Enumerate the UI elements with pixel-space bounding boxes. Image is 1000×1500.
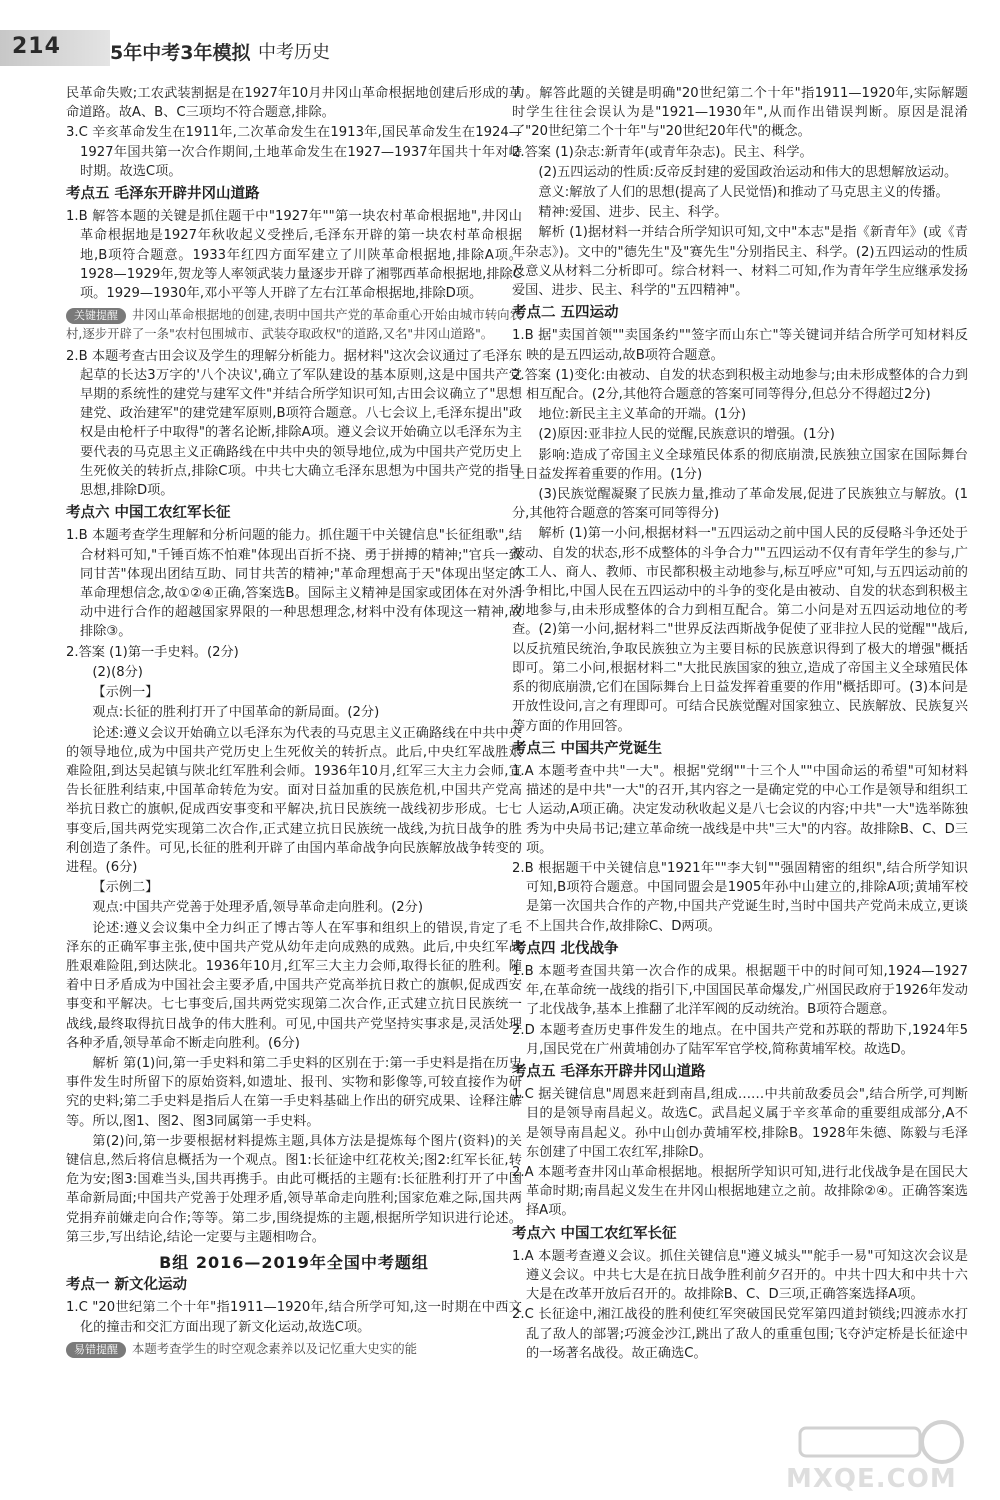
answer-item: 1.C "20世纪第二个十年"指1911—1920年,结合所学可知,这一时期在中西文化的撞击和交汇方面出现了新文化运动,故选C项。: [66, 1300, 522, 1335]
answer-paragraph: 解析 (1)据材料一并结合所学知识可知,文中"本志"是指《新青年》(或《青年杂志》)。文中的"德先生"及"赛先生"分别指民主、科学。(2)五四运动的性质及意义从材料二分析即可。综合材料一、材料二可知,作为青年学生应继承发扬爱国、进步、民主、科学的"五四精神"。: [512, 225, 968, 299]
answer-item: 1.C 据关键信息"周恩来赶到南昌,组成……中共前敌委员会",结合所学,可判断目的是领导南昌起义。故选C。武昌起义属于辛亥革命的重要组成部分,A不是领导南昌起义。孙中山创办黄埔军校,排除B。1928年朱德、陈毅与毛泽东创建了中国工农红军,排除D。: [512, 1087, 968, 1160]
tip-text: 井冈山革命根据地的创建,表明中国共产党的革命重心开始由城市转向农村,逐步开辟了一条"农村包围城市、武装夺取政权"的道路,又名"井冈山道路"。: [66, 307, 522, 342]
answer-paragraph: 观点:长征的胜利打开了中国革命的新局面。(2分): [92, 705, 380, 721]
section-heading: 考点六 中国工农红军长征: [512, 1225, 677, 1242]
tip-box: [66, 1339, 522, 1358]
answer-item: 2.答案 (1)变化:由被动、自发的状态到积极主动地参与;由未形成整体的合力到相互配合。(2分,其他符合题意的答案可同等得分,但总分不得超过2分): [512, 367, 968, 403]
answer-paragraph: 精神:爱国、进步、民主、科学。: [538, 205, 728, 221]
tip-text: 本题考查学生的时空观念素养以及记忆重大史实的能: [132, 1340, 417, 1356]
text-paragraph: 民革命失败;工农武装割据是在1927年10月井冈山革命根据地创建后形成的革命道路。故A、B、C三项均不符合题意,排除。: [66, 86, 522, 121]
tip-box: [66, 305, 522, 343]
section-heading: 考点六 中国工农红军长征: [66, 505, 231, 522]
answer-paragraph: 第(2)问,第一步要根据材料提炼主题,具体方法是提炼每个图片(资料)的关键信息,然后将信息概括为一个观点。图1:长征途中红花枚关;图2:红军长征,转危为安;图3:国难当头,国共再携手。由此可概括的主题有:长征胜利打开了中国革命新局面;中国共产党善于处理矛盾,领导革命走向胜利;国家危难之际,国共两党捐弃前嫌走向合作;等等。第二步,围绕提炼的主题,根据所学知识进行论述。第三步,写出结论,结论一定要与主题相吻合。: [66, 1133, 522, 1245]
page-header: [0, 0, 1000, 78]
page-number: 214: [12, 34, 61, 59]
right-column: [512, 84, 968, 1494]
tip-badge: 关键提醒: [66, 308, 126, 324]
answer-item: 2.答案 (1)第一手史料。(2分): [66, 644, 239, 660]
answer-item: 1.A 本题考查遵义会议。抓住关键信息"遵义城头""舵手一易"可知这次会议是遵义会议。中共七大是在抗日战争胜利前夕召开的。中共十四大和中共十六大是在改革开放后召开的。故排除B、C、D三项,正确答案选择A项。: [512, 1248, 968, 1303]
answer-item: 1.B 本题考查学生理解和分析问题的能力。抓住题干中关键信息"长征组歌",结合材料可知,"千锤百炼不怕难"体现出百折不挠、勇于拼搏的精神;"官兵一致同甘苦"体现出团结互助、同甘共苦的精神;"革命理想高于天"体现出坚定的革命理想信念,故①②④正确,答案选B。国际主义精神是国家或团体在对外活动中进行合作的超越国家界限的一种思想理念,材料中没有体现这一精神,故排除③。: [66, 528, 522, 640]
text-paragraph: 力。解答此题的关键是明确"20世纪第二个十年"指1911—1920年,实际解题时学生往往会误认为是"1921—1930年",从而作出错误判断。原因是混淆了"20世纪第二个十年"与"20世纪20年代"的概念。: [512, 86, 968, 140]
tip-badge: 易错提醒: [66, 1342, 126, 1358]
section-heading: 考点三 中国共产党诞生: [512, 740, 663, 757]
book-title: 5年中考3年模拟: [110, 42, 251, 64]
watermark-url: MXQE.COM: [786, 1464, 957, 1494]
group-heading: B组 2016—2019年全国中考题组: [159, 1252, 429, 1272]
answer-item: 2.B 根据题干中关键信息"1921年""李大钊""强固精密的组织",结合所学知识可知,B项符合题意。中国同盟会是1905年孙中山建立的,排除A项;黄埔军校是第一次国共合作的产物,中国共产党诞生时,当时中国共产党尚未成立,更谈不上国共合作,故排除C、D两项。: [512, 860, 968, 934]
answer-paragraph: 论述:遵义会议集中全力纠正了博古等人在军事和组织上的错误,肯定了毛泽东的正确军事主张,使中国共产党从幼年走向成熟的成熟。此后,中央红军战胜艰难险阻,到达陕北。1936年10月,红军三大主力会师,取得长征的胜利。随着中日矛盾成为中国社会主要矛盾,中国共产党高举抗日救亡的旗帜,促成西安事变和平解决。七七事变后,国共两党实现第二次合作,正式建立抗日民族统一战线,最终取得抗日战争的伟大胜利。可见,中国共产党坚持实事求是,灵活处理各种矛盾,领导革命不断走向胜利。(6分): [66, 920, 522, 1051]
section-heading: 考点二 五四运动: [512, 305, 619, 322]
answer-paragraph: 意义:解放了人们的思想(提高了人民觉悟)和推动了马克思主义的传播。: [538, 185, 949, 201]
section-heading: 考点五 毛泽东开辟井冈山道路: [512, 1063, 706, 1080]
answer-paragraph: (2)原因:亚非拉人民的觉醒,民族意识的增强。(1分): [538, 427, 835, 443]
answer-item: 2.A 本题考查井冈山革命根据地。根据所学知识可知,进行北伐战争是在国民大革命时期;南昌起义发生在井冈山根据地建立之前。故排除②④。正确答案选择A项。: [512, 1164, 968, 1219]
left-column: [66, 84, 522, 1494]
answer-item: 3.C 辛亥革命发生在1911年,二次革命发生在1913年,国民革命发生在1924—1927年国共第一次合作期间,土地革命发生在1927—1937年国共十年对峙时期。故选C项。: [66, 125, 522, 179]
section-heading: 考点一 新文化运动: [66, 1277, 188, 1294]
watermark-logo-icon: [780, 1418, 980, 1464]
answer-paragraph: 解析 第(1)问,第一手史料和第二手史料的区别在于:第一手史料是指在历史事件发生时所留下的原始资料,如遗址、报刊、实物和影像等,可较直接作为研究的史料;第二手史料是指后人在第一手史料基础上作出的研究成果、诠释注解等。所以,图1、图2、图3同属第一手史料。: [66, 1055, 522, 1129]
answer-item: 2.D 本题考查历史事件发生的地点。在中国共产党和苏联的帮助下,1924年5月,国民党在广州黄埔创办了陆军军官学校,简称黄埔军校。故选D。: [512, 1022, 968, 1057]
answer-item: 2.B 本题考查古田会议及学生的理解分析能力。据材料"这次会议通过了毛泽东起草的长达3万字的'八个决议',确立了军队建设的基本原则,这是中国共产党早期的系统性的建党与建军文件"并结合所学知识可知,古田会议确立了"思想建党、政治建军"的建党建军原则,B项符合题意。八七会议上,毛泽东提出"政权是由枪杆子中取得"的著名论断,排除A项。遵义会议开始确立以毛泽东为主要代表的马克思主义正确路线在中共中央的领导地位,成为中国共产党历史上生死攸关的转折点,排除C项。中共七大确立毛泽东思想为中国共产党的指导思想,排除D项。: [66, 348, 522, 499]
answer-paragraph: 地位:新民主主义革命的开端。(1分): [538, 407, 747, 423]
answer-paragraph: (3)民族觉醒凝聚了民族力量,推动了革命发展,促进了民族独立与解放。(1分,其他符合题意的答案可同等得分): [512, 487, 968, 522]
answer-item: 1.B 本题考查国共第一次合作的成果。根据题干中的时间可知,1924—1927年,在革命统一战线的指引下,中国国民革命爆发,广州国民政府于1926年发动了北伐战争,基本上推翻了北洋军阀的反动统治。B项符合题意。: [512, 963, 968, 1018]
site-watermark: [780, 1418, 980, 1494]
section-heading: 考点五 毛泽东开辟井冈山道路: [66, 186, 260, 203]
answer-paragraph: (2)五四运动的性质:反帝反封建的爱国政治运动和伟大的思想解放运动。: [538, 164, 958, 180]
answer-paragraph: 解析 (1)第一小问,根据材料一"五四运动之前中国人民的反侵略斗争还处于被动、自发的状态,形不成整体的斗争合力""五四运动不仅有青年学生的参与,广大工人、商人、教师、市民都积极主动地参与,标互呼应"可知,与五四运动前的斗争相比,中国人民在五四运动中的斗争的变化是由被动、自发的状态到积极主动地参与,由未形成整体的合力到相互配合。第二小问是对五四运动地位的考查。(2)第一小问,据材料二"世界反法西斯战争促使了亚非拉人民的觉醒""战后,以反抗殖民统治,争取民族独立为主要目标的民族意识得到了极大的增强"概括即可。第二小问,根据材料二"大批民族国家的独立,造成了帝国主义全球殖民体系的彻底崩溃,它们在国际舞台上日益发挥着重要的作用"概括即可。(3)本问是开放性设问,言之有理即可。可结合民族觉醒对国家独立、民族解放、民族复兴等方面的作用回答。: [512, 526, 968, 734]
answer-paragraph: (2)(8分): [92, 664, 143, 680]
answer-item: 1.A 本题考查中共"一大"。根据"党纲""十三个人""中国命运的希望"可知材料描述的是中共"一大"的召开,其内容之一是确定党的中心工作是领导和组织工人运动,A项正确。决定发动秋收起义是八七会议的内容;中共"一大"选举陈独秀为中央局书记;建立革命统一战线是中共"三大"的内容。故排除B、C、D三项。: [512, 763, 968, 856]
answer-paragraph: 影响:造成了帝国主义全球殖民体系的彻底崩溃,民族独立国家在国际舞台上日益发挥着重要的作用。(1分): [512, 447, 968, 482]
answer-paragraph: 【示例二】: [92, 880, 159, 896]
subject-label: 中考历史: [258, 42, 330, 63]
answer-paragraph: 【示例一】: [92, 685, 159, 701]
answer-item: 1.B 据"卖国首领""卖国条约""签字而山东亡"等关键词并结合所学可知材料反映的是五四运动,故B项符合题意。: [512, 328, 968, 363]
section-heading: 考点四 北伐战争: [512, 940, 619, 957]
answer-item: 2.答案 (1)杂志:新青年(或青年杂志)。民主、科学。: [512, 144, 813, 160]
answer-item: 2.C 长征途中,湘江战役的胜利使红军突破国民党军第四道封锁线;四渡赤水打乱了敌人的部署;巧渡金沙江,跳出了敌人的重重包围;飞夺泸定桥是长征途中的一场著名战役。故正确选C。: [512, 1307, 968, 1361]
answer-paragraph: 论述:遵义会议开始确立以毛泽东为代表的马克思主义正确路线在中共中央的领导地位,成为中国共产党历史上生死攸关的转折点。此后,中央红军战胜艰难险阻,到达吴起镇与陕北红军胜利会师。1936年10月,红军三大主力会师,宣告长征胜利结束,中国革命转危为安。面对日益加重的民族危机,中国共产党高举抗日救亡的旗帜,促成西安事变和平解决,抗日民族统一战线初步形成。七七事变后,国共两党实现第二次合作,正式建立抗日民族统一战线,为抗日战争的胜利创造了条件。可见,长征的胜利开辟了由国内革命战争向民族解放战争转变的进程。(6分): [66, 725, 522, 875]
answer-paragraph: 观点:中国共产党善于处理矛盾,领导革命走向胜利。(2分): [92, 900, 424, 916]
answer-item: 1.B 解答本题的关键是抓住题干中"1927年""第一块农村革命根据地",井冈山革命根据地是1927年秋收起义受挫后,毛泽东开辟的第一块农村革命根据地,B项符合题意。1933年红四方面军建立了川陕革命根据地,排除A项。1928—1929年,贺龙等人率领武装力量逐步开辟了湘鄂西革命根据地,排除C项。1929—1930年,邓小平等人开辟了左右江革命根据地,排除D项。: [66, 209, 522, 302]
